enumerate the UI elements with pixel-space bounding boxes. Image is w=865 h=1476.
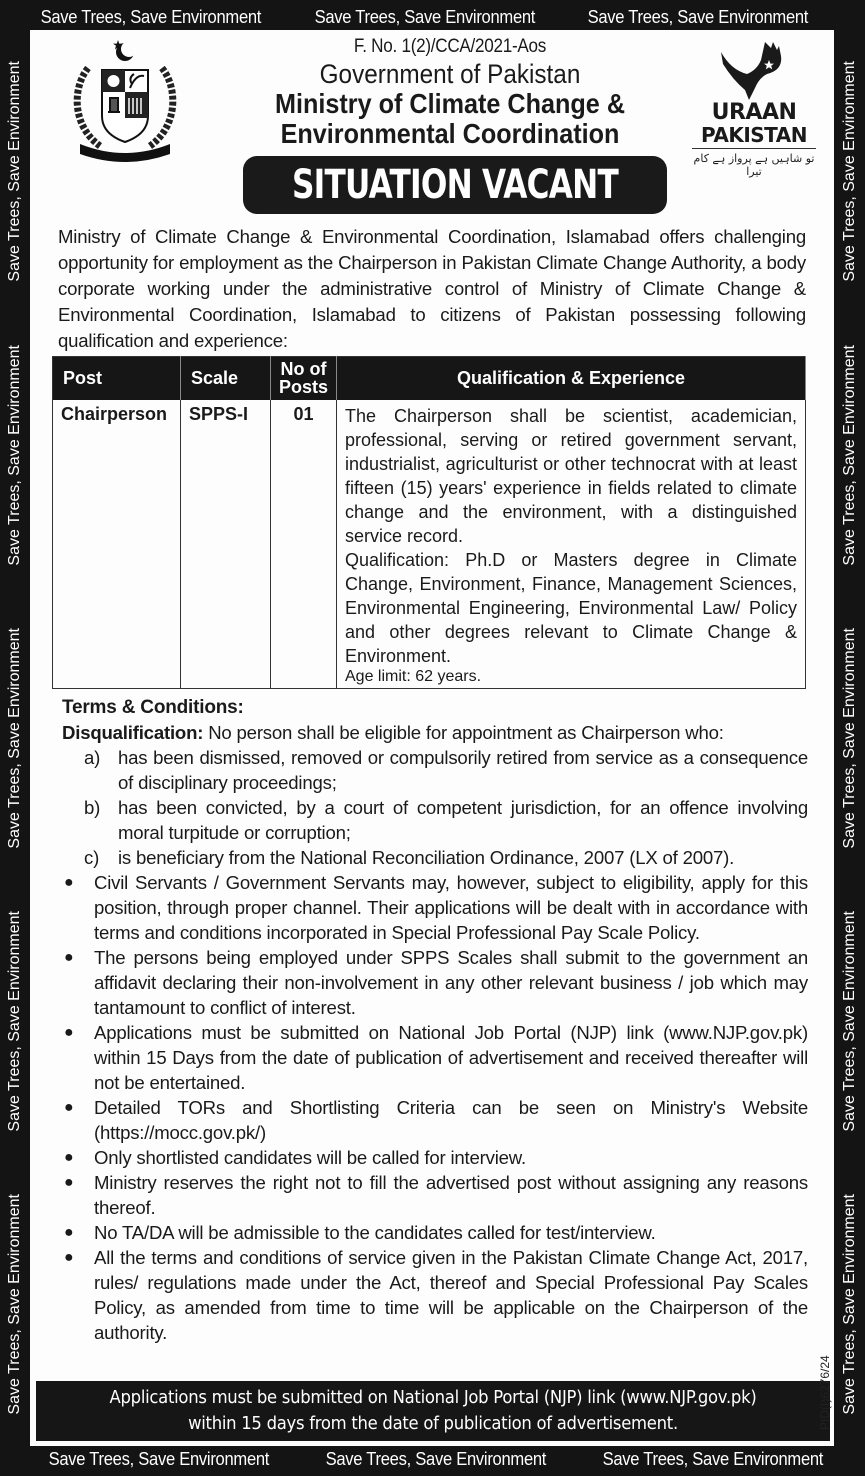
slogan-text: Save Trees, Save Environment: [841, 1194, 858, 1415]
header-line: No of: [280, 359, 327, 380]
left-slogan-band: [0, 30, 30, 1446]
situation-vacant-banner: [243, 156, 667, 214]
slogan-text: Save Trees, Save Environment: [314, 6, 535, 27]
terms-bullet: [62, 1095, 808, 1145]
item-label: a): [84, 747, 101, 768]
slogan-text: Save Trees, Save Environment: [841, 344, 858, 566]
intro-paragraph: Ministry of Climate Change & Environmental Coordination, Islamabad offers challenging opportunity for employment as the Chairperson in Pakistan Climate Change Authority, a body corporate working under the administrative control of Ministry of Climate Change & Environmental Coordination, Islamabad to citizens of Pakistan possessing following qualification and experience:: [58, 226, 806, 351]
logo-urdu-tagline: تو شاہیں ہے پرواز ہے کام تیرا: [693, 152, 815, 178]
footer-line1: Applications must be submitted on National Job Portal (NJP) link (www.NJP.gov.pk): [109, 1388, 757, 1408]
cell-qualification-experience: [337, 400, 806, 689]
bullet-icon: ●: [64, 874, 74, 891]
experience-text: The Chairperson shall be scientist, academician, professional, serving or retired government servant, industrialist, agriculturist or other technocrat with at least fifteen (15) years' experience in fields related to climate change and the environment, with a distinguished service record.: [345, 405, 797, 546]
right-slogan-band: [835, 30, 865, 1446]
terms-bullet: [62, 1220, 808, 1245]
disqualification-text: No person shall be eligible for appointment as Chairperson who:: [203, 722, 724, 743]
bullet-text: All the terms and conditions of service given in the Pakistan Climate Change Act, 2017, rules/ regulations made under the Act, thereof and Special Professional Pay Scales Policy, as amended from time to time will be applicable on the Chairperson of the authority.: [94, 1247, 808, 1343]
slogan-text: Save Trees, Save Environment: [587, 6, 809, 27]
bullet-icon: ●: [64, 949, 74, 966]
bottom-slogan-band: [0, 1444, 865, 1474]
terms-bullet: [62, 1145, 808, 1170]
table-header-row: [53, 357, 806, 400]
disqualification-intro: [62, 720, 808, 745]
slogan-text: Save Trees, Save Environment: [6, 344, 23, 566]
bullet-text: The persons being employed under SPPS Scales shall submit to the government an affidavit declaring their non-involvement in any other relevant business / job which may tantamount to conflict of interest.: [94, 947, 808, 1018]
terms-bullet: [62, 945, 808, 1020]
bullet-text: No TA/DA will be admissible to the candidates called for test/interview.: [94, 1222, 656, 1243]
bullet-text: Civil Servants / Government Servants may, however, subject to eligibility, apply for this position, through proper channel. Their applications will be dealt with in accordance with terms and conditions incorporated in Special Professional Pay Scale Policy.: [94, 872, 808, 943]
item-text: has been dismissed, removed or compulsorily retired from service as a consequence of disciplinary proceedings;: [118, 747, 808, 793]
terms-heading: Terms & Conditions:: [62, 697, 244, 718]
terms-bullet: [62, 1245, 808, 1345]
table-row: [53, 400, 806, 689]
slogan-text: Save Trees, Save Environment: [6, 910, 23, 1132]
cell-no-of-posts: 01: [271, 400, 337, 689]
uraan-pakistan-logo: [692, 40, 816, 178]
cell-post: Chairperson: [53, 400, 181, 689]
bullet-icon: ●: [64, 1224, 74, 1241]
bullet-icon: ●: [64, 1174, 74, 1191]
terms-bullet: [62, 1170, 808, 1220]
bullet-text: Ministry reserves the right not to fill the advertised post without assigning any reasons thereof.: [94, 1172, 808, 1218]
disqualification-label: Disqualification:: [62, 722, 204, 743]
vacancy-table: [52, 356, 806, 689]
footer-line2: within 15 days from the date of publication of advertisement.: [188, 1414, 678, 1434]
terms-section: [62, 696, 808, 1345]
age-limit: Age limit: 62 years.: [345, 667, 482, 685]
item-text: has been convicted, by a court of competent jurisdiction, for an offence involving moral turpitude or corruption;: [118, 797, 808, 843]
bullet-text: Detailed TORs and Shortlisting Criteria can be seen on Ministry's Website (https://mocc.gov.pk/): [94, 1097, 808, 1143]
item-label: b): [84, 797, 101, 818]
item-label: c): [84, 847, 100, 868]
slogan-text: Save Trees, Save Environment: [6, 61, 23, 282]
column-header-qualification: Qualification & Experience: [337, 357, 806, 400]
disqualification-item: [84, 795, 808, 845]
slogan-text: Save Trees, Save Environment: [841, 627, 858, 849]
bullet-text: Only shortlisted candidates will be called for interview.: [94, 1147, 526, 1168]
terms-bullet: [62, 870, 808, 945]
eagle-icon: [709, 40, 799, 102]
ministry-title-line1: Ministry of Climate Change &: [274, 88, 626, 119]
banner-title: SITUATION VACANT: [292, 162, 618, 208]
ministry-title-line2: Environmental Coordination: [280, 118, 620, 149]
bullet-icon: ●: [64, 1024, 74, 1041]
bullet-icon: ●: [64, 1149, 74, 1166]
slogan-text: Save Trees, Save Environment: [841, 910, 858, 1132]
bullet-icon: ●: [64, 1099, 74, 1116]
bullet-icon: ●: [64, 1249, 74, 1266]
qualification-text: Qualification: Ph.D or Masters degree in Climate Change, Environment, Finance, Management Sciences, Environmental Engineering, Environmental Law/ Policy and other degrees relevant to Climate Change & Environment.: [345, 549, 797, 666]
bullet-text: Applications must be submitted on National Job Portal (NJP) link (www.NJP.gov.pk) within 15 Days from the date of publication of advertisement and received thereafter will not be entertained.: [94, 1022, 808, 1093]
item-text: is beneficiary from the National Reconciliation Ordinance, 2007 (LX of 2007).: [118, 847, 735, 868]
column-header-no-of-posts: [271, 357, 337, 400]
njp-footer-banner: [36, 1381, 830, 1441]
top-slogan-band: [0, 2, 865, 32]
logo-text-uraan: URAAN: [711, 100, 797, 125]
state-emblem-icon: [66, 38, 184, 166]
pid-code: PID(I)6276/24: [818, 1355, 832, 1430]
column-header-post: Post: [53, 357, 181, 400]
slogan-text: Save Trees, Save Environment: [6, 627, 23, 849]
slogan-text: Save Trees, Save Environment: [602, 1448, 823, 1469]
cell-scale: SPPS-I: [181, 400, 271, 689]
column-header-scale: Scale: [181, 357, 271, 400]
header-line: Posts: [278, 377, 329, 398]
slogan-text: Save Trees, Save Environment: [48, 1448, 269, 1469]
slogan-text: Save Trees, Save Environment: [325, 1448, 546, 1469]
slogan-text: Save Trees, Save Environment: [40, 6, 262, 27]
government-title: Government of Pakistan: [319, 59, 581, 89]
document-header: [210, 36, 690, 149]
advertisement-page: [30, 30, 834, 1446]
file-number: F. No. 1(2)/CCA/2021-Aos: [353, 36, 547, 57]
slogan-text: Save Trees, Save Environment: [841, 61, 858, 282]
disqualification-item: [84, 745, 808, 795]
logo-text-pakistan: PAKISTAN: [692, 124, 816, 149]
slogan-text: Save Trees, Save Environment: [6, 1194, 23, 1415]
disqualification-item: [84, 845, 808, 870]
terms-bullet: [62, 1020, 808, 1095]
